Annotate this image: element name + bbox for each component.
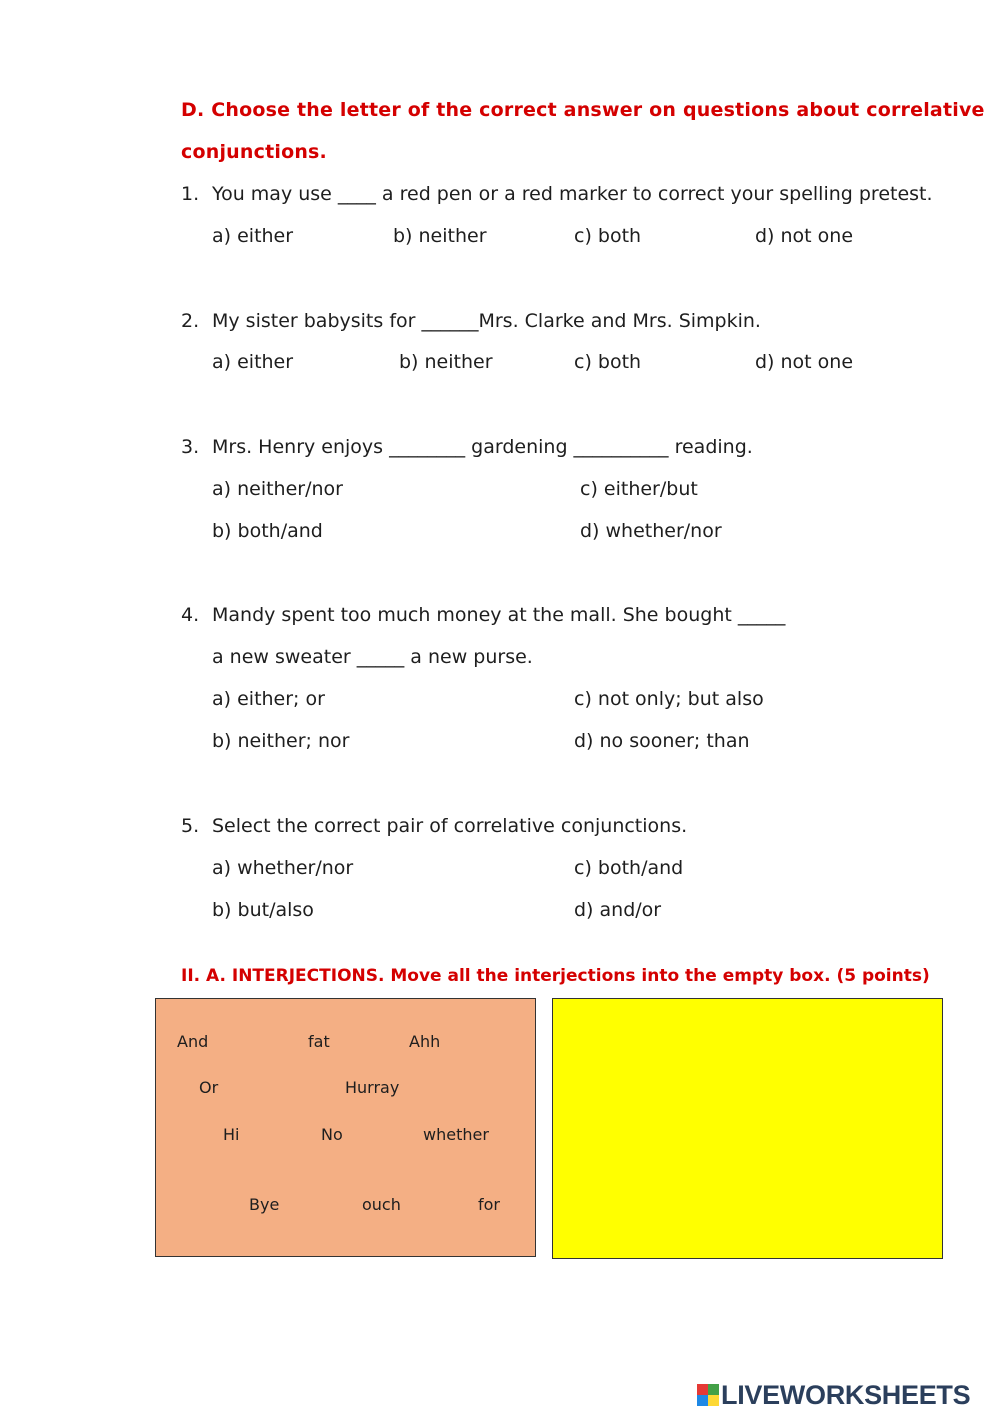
draggable-word[interactable]: Hi [223,1125,240,1144]
answer-option[interactable]: b) but/also [212,899,314,921]
liveworksheets-logo-icon [697,1384,719,1406]
answer-option[interactable]: b) neither [393,225,487,247]
draggable-word[interactable]: Hurray [345,1078,400,1097]
draggable-word[interactable]: Bye [249,1195,280,1214]
draggable-word[interactable]: ouch [362,1195,401,1214]
answer-option[interactable]: b) both/and [212,520,323,542]
answer-option[interactable]: d) and/or [574,899,662,921]
question-number: 4. [181,604,200,626]
interjection-drop-box[interactable] [552,998,943,1259]
question-number: 5. [181,815,200,837]
answer-option[interactable]: b) neither [399,351,493,373]
word-bank-box [155,998,536,1257]
question-text: My sister babysits for ______Mrs. Clarke and Mrs. Simpkin. [212,310,761,332]
question-number: 3. [181,436,200,458]
answer-option[interactable]: c) not only; but also [574,688,764,710]
section-ii-heading: II. A. INTERJECTIONS. Move all the interjections into the empty box. (5 points) [181,966,930,986]
draggable-word[interactable]: for [478,1195,500,1214]
draggable-word[interactable]: And [177,1032,209,1051]
answer-option[interactable]: d) whether/nor [580,520,722,542]
question-text: Mandy spent too much money at the mall. She bought _____ [212,604,786,626]
liveworksheets-brand [697,1378,970,1412]
section-d-heading-line1: D. Choose the letter of the correct answer on questions about correlative [181,99,985,121]
answer-option[interactable]: a) either [212,351,294,373]
draggable-word[interactable]: fat [308,1032,330,1051]
answer-option[interactable]: a) either [212,225,294,247]
answer-option[interactable]: d) no sooner; than [574,730,750,752]
answer-option[interactable]: c) both/and [574,857,684,879]
brand-name: LIVEWORKSHEETS [721,1379,971,1410]
question-text: Select the correct pair of correlative conjunctions. [212,815,688,837]
question-text: You may use ____ a red pen or a red marker to correct your spelling pretest. [212,183,933,205]
draggable-word[interactable]: No [321,1125,343,1144]
question-number: 1. [181,183,200,205]
section-d-heading-line2: conjunctions. [181,141,327,163]
question-text: Mrs. Henry enjoys ________ gardening __________ reading. [212,436,753,458]
answer-option[interactable]: a) neither/nor [212,478,343,500]
answer-option[interactable]: c) either/but [580,478,698,500]
answer-option[interactable]: c) both [574,225,642,247]
answer-option[interactable]: d) not one [755,225,854,247]
question-number: 2. [181,310,200,332]
draggable-word[interactable]: Or [199,1078,219,1097]
answer-option[interactable]: d) not one [755,351,854,373]
draggable-word[interactable]: whether [423,1125,489,1144]
answer-option[interactable]: c) both [574,351,642,373]
draggable-word[interactable]: Ahh [409,1032,441,1051]
answer-option[interactable]: a) whether/nor [212,857,354,879]
answer-option[interactable]: b) neither; nor [212,730,350,752]
answer-option[interactable]: a) either; or [212,688,325,710]
question-text: a new sweater _____ a new purse. [212,646,533,668]
